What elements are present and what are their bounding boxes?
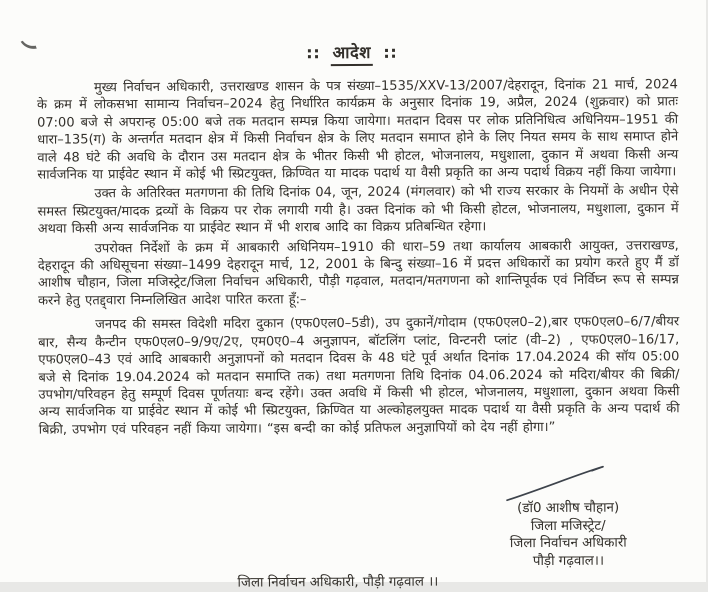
order-paragraph-3: उपरोक्त निर्देशों के क्रम में आबकारी अधिनियम–1910 की धारा–59 तथा कार्यालय आबकारी आयुक्त, उत्तराखण्ड, देहरादून की अधिसूचना संख्या–1499 देहरादून मार्च, 12, 2001 के बिन्दु संख्या–16 में प्रदत्त अधिकारों का प्रयोग करते हुए मैं डॉ आशीष चौहान, जिला मजिस्ट्रेट/जिला निर्वाचन अधिकारी, पौड़ी गढ़वाल, मतदान/मतगणना को शान्तिपूर्वक एवं निर्विघ्न रूप से सम्पन्न करने हेतु एतद्द्वारा निम्नलिखित आदेश पारित करता हूँ:– (37, 237, 679, 309)
title-colon-left: :: (306, 43, 321, 63)
order-paragraph-1: मुख्य निर्वाचन अधिकारी, उत्तराखण्ड शासन के पत्र संख्या–1535/XXV-13/2007/देहरादून, दिनांक 21 मार्च, 2024 के क्रम में लोकसभा सामान्य निर्वाचन–2024 हेतु निर्धारित कार्यक्रम के अनुसार दिनांक 19, अप्रैल, 2024 (शुक्रवार) को प्रातः 07:00 बजे से अपरान्ह 05:00 बजे तक मतदान सम्पन्न किया जायेगा। मतदान दिवस पर लोक प्रतिनिधित्व अधिनियम–1951 की धारा–135(ग) के अन्तर्गत मतदान क्षेत्र में किसी निर्वाचन क्षेत्र के लिए मतदान समाप्त होने के लिए नियत समय के साथ समाप्त होने वाले 48 घंटे की अवधि के दौरान उस मतदान क्षेत्र के भीतर किसी भी होटल, भोजनालय, मधुशाला, दुकान में अथवा किसी अन्य सार्वजनिक या प्राईवेट स्थान में कोई भी स्प्रिटयुक्त, क्रिण्वित या मादक पदार्थ या वैसी प्रकृति का अन्य पदार्थ विक्रय नहीं किया जायेगा। (36, 77, 679, 183)
order-paragraph-2: उक्त के अतिरिक्त मतगणना की तिथि दिनांक 04, जून, 2024 (मंगलवार) को भी राज्य सरकार के नियमों के अधीन ऐसे समस्त स्प्रिटयुक्त/मादक द्रव्यों के विक्रय पर रोक लगायी गयी है। उक्त दिनांक को भी किसी होटल, भोजनालय, मधुशाला, दुकान में अथवा किसी अन्य सार्वजनिक या प्राईवेट स्थान में भी शराब आदि का विक्रय प्रतिबन्धित रहेगा। (37, 183, 679, 237)
signature-designation-1: जिला मजिस्ट्रेट/ (530, 518, 606, 534)
title-colon-right: :: (383, 42, 398, 62)
signature-district: पौड़ी गढ़वाल।। (532, 553, 605, 569)
order-body (37, 76, 680, 438)
page-title (0, 38, 705, 68)
signature-name: (डॉ0 आशीष चौहान) (517, 500, 620, 517)
title-text: आदेश (330, 40, 372, 66)
scan-smudge-mark (19, 39, 39, 53)
order-paragraph-4: जनपद की समस्त विदेशी मदिरा दुकान (एफ0एल0–5डी), उप दुकानें/गोदाम (एफ0एल0–2),बार एफ0एल0–6/7/बीयर बार, सैन्य कैन्टीन एफ0एल0–9/9ए/2ए, एम0ए0–4 अनुज्ञापन, बॉटलिंग प्लांट, विन्टनरी प्लांट (वी–2) , एफ0एल0–16/17, एफ0एल0–43 एवं आदि आबकारी अनुज्ञापनों को मतदान दिवस के 48 घंटे पूर्व अर्थात दिनांक 17.04.2024 की सॉय 05:00 बजे से दिनांक 19.04.2024 को मतदान समाप्ति तक) तथा मतगणना तिथि दिनांक 04.06.2024 को मदिरा/बीयर की बिक्री/उपभोग/परिवहन हेतु सम्पूर्ण दिवस पूर्णतयाः बन्द रहेंगे। उक्त अवधि में किसी भी होटल, भोजनालय, मधुशाला, दुकान अथवा किसी अन्य सार्वजनिक या प्राईवेट स्थान में कोई भी स्प्रिटयुक्त, क्रिण्वित या अल्कोहलयुक्त मादक पदार्थ या वैसी प्रकृति के अन्य पदार्थ की बिक्री, उपभोग एवं परिवहन नहीं किया जायेगा। “इस बन्दी का कोई प्रतिफल अनुज्ञापियों को देय नहीं होगा।” (38, 314, 680, 438)
signature-designation-2: जिला निर्वाचन अधिकारी (509, 535, 627, 552)
signature-block (453, 499, 683, 571)
bottom-clipped-line: जिला निर्वाचन अधिकारी, पौड़ी गढ़वाल ।। (237, 574, 439, 591)
